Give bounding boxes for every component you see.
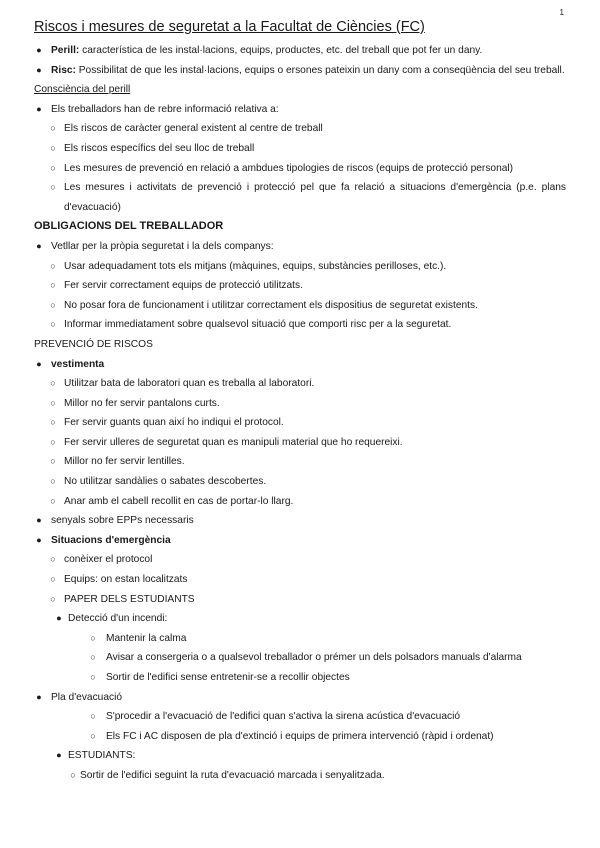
list-subitem (34, 394, 566, 414)
circle-bullet-icon (88, 648, 98, 668)
list-subitem-text: No utilitzar sandàlies o sabates descobertes. (64, 476, 267, 488)
list-item-text: Els treballadors han de rebre informació relativa a: (51, 103, 279, 115)
list-subitem (34, 609, 566, 629)
list-subitem (34, 374, 566, 394)
list-subitem-text: Equips: on estan localitzats (64, 574, 188, 586)
bullet-icon (34, 688, 44, 708)
list-subitem (34, 746, 566, 766)
list-subitem (34, 315, 566, 335)
bullet-icon (34, 355, 44, 375)
section-heading-obligacions: OBLIGACIONS DEL TREBALLADOR (34, 220, 224, 233)
circle-bullet-icon (48, 296, 58, 316)
circle-bullet-icon (48, 394, 58, 414)
bullet-icon (54, 609, 64, 629)
circle-bullet-icon (68, 766, 78, 786)
list-subitem-text: PAPER DELS ESTUDIANTS (64, 593, 195, 605)
circle-bullet-icon (48, 590, 58, 610)
list-item (34, 100, 566, 120)
bullet-icon (54, 746, 64, 766)
list-subitem-text: No posar fora de funcionament i utilitzar correctament els dispositius de seguretat existents. (64, 299, 478, 311)
list-subsubitem (34, 766, 566, 786)
list-subsubitem-text: Avisar a consergeria o a qualsevol treballador o prémer un dels polsadors manuals d'alarma (106, 652, 522, 664)
list-subitem-text: Fer servir ulleres de seguretat quan es manipuli material que ho requereixi. (64, 436, 403, 448)
list-subitem-text: conèixer el protocol (64, 554, 153, 566)
circle-bullet-icon (48, 139, 58, 159)
circle-bullet-icon (48, 452, 58, 472)
circle-bullet-icon (48, 257, 58, 277)
list-item (34, 237, 566, 257)
list-item-text: Pla d'evacuació (51, 691, 123, 703)
list-item (34, 355, 566, 375)
list-subitem (34, 296, 566, 316)
circle-bullet-icon (48, 374, 58, 394)
list-subsubitem-text: Mantenir la calma (106, 632, 187, 644)
list-subsubitem (34, 668, 566, 688)
circle-bullet-icon (48, 570, 58, 590)
term-label: Perill: (51, 45, 80, 56)
bullet-icon (34, 511, 44, 531)
circle-bullet-icon (48, 492, 58, 512)
circle-bullet-icon (88, 668, 98, 688)
definition-perill (34, 41, 566, 61)
list-subitem (34, 413, 566, 433)
term-label: Risc: (51, 64, 76, 76)
list-subsubitem (34, 707, 566, 727)
list-subitem (34, 550, 566, 570)
list-subitem-text: Usar adequadament tots els mitjans (màquines, equips, substàncies perilloses, etc.). (64, 260, 447, 272)
list-subitem-text: Les mesures i activitats de prevenció i protecció pel que fa relació a situacions d'emergència (p.e. plans d'evacuació) (64, 182, 566, 213)
definition-risc (34, 61, 566, 81)
list-item-text: Situacions d'emergència (51, 534, 171, 546)
list-subitem-text: ESTUDIANTS: (68, 750, 136, 762)
page-title: Riscos i mesures de seguretat a la Facultat de Ciències (FC) (34, 19, 425, 35)
circle-bullet-icon (48, 119, 58, 139)
bullet-icon (34, 61, 44, 81)
list-subitem-text: Els riscos específics del seu lloc de treball (64, 142, 255, 154)
list-item (34, 531, 566, 551)
page-number: 1 (559, 8, 564, 17)
list-subitem-text: Fer servir correctament equips de protecció utilitzats. (64, 280, 303, 292)
circle-bullet-icon (48, 159, 58, 179)
term-text: característica de les instal·lacions, equips, productes, etc. del treball que pot fer un dany. (79, 45, 483, 56)
list-subitem (34, 433, 566, 453)
term-text: Possibilitat de que les instal·lacions, equips o ersones pateixin un dany com a conseqüència del seu treball. (75, 64, 565, 76)
list-subsubitem (34, 648, 566, 668)
list-subitem (34, 472, 566, 492)
list-subitem (34, 257, 566, 277)
list-subsubitem-text: Sortir de l'edifici seguint la ruta d'evacuació marcada i senyalitzada. (80, 769, 385, 781)
list-subsubitem (34, 629, 566, 649)
list-item-text: senyals sobre EPPs necessaris (51, 515, 194, 527)
circle-bullet-icon (48, 550, 58, 570)
circle-bullet-icon (88, 707, 98, 727)
list-subitem (34, 590, 566, 610)
bullet-icon (34, 100, 44, 120)
list-subitem (34, 119, 566, 139)
bullet-icon (34, 41, 44, 61)
circle-bullet-icon (48, 315, 58, 335)
list-subitem-text: Les mesures de prevenció en relació a ambdues tipologies de riscos (equips de protecció personal) (64, 162, 514, 174)
circle-bullet-icon (88, 727, 98, 747)
list-subsubitem-text: Els FC i AC disposen de pla d'extinció i equips de primera intervenció (ràpid i ordenat) (106, 730, 494, 742)
bullet-icon (34, 531, 44, 551)
list-subitem (34, 452, 566, 472)
list-subitem (34, 492, 566, 512)
list-item-text: vestimenta (51, 358, 105, 370)
list-subitem (34, 139, 566, 159)
list-subitem-text: Millor no fer servir lentilles. (64, 456, 185, 468)
list-item (34, 688, 566, 708)
bullet-icon (34, 237, 44, 257)
circle-bullet-icon (48, 472, 58, 492)
list-subitem-text: Millor no fer servir pantalons curts. (64, 397, 220, 409)
list-subitem-text: Informar immediatament sobre qualsevol situació que comporti risc per a la seguretat. (64, 319, 452, 331)
list-subsubitem (34, 727, 566, 747)
list-subitem (34, 570, 566, 590)
list-subitem-text: Fer servir guants quan així ho indiqui el protocol. (64, 417, 284, 429)
list-item (34, 511, 566, 531)
circle-bullet-icon (48, 178, 58, 198)
list-subitem-text: Anar amb el cabell recollit en cas de portar-lo llarg. (64, 495, 294, 507)
section-heading-consciencia: Consciència del perill (34, 84, 131, 96)
list-subitem-text: Els riscos de caràcter general existent al centre de treball (64, 123, 323, 135)
list-subitem (34, 159, 566, 179)
list-subsubitem-text: S'procedir a l'evacuació de l'edifici quan s'activa la sirena acústica d'evacuació (106, 711, 461, 723)
document-body (34, 18, 566, 786)
list-subitem (34, 276, 566, 296)
circle-bullet-icon (48, 413, 58, 433)
circle-bullet-icon (48, 433, 58, 453)
list-subitem (34, 178, 566, 217)
list-subsubitem-text: Sortir de l'edifici sense entretenir-se a recollir objectes (106, 672, 350, 683)
circle-bullet-icon (48, 276, 58, 296)
section-heading-prevencio: PREVENCIÓ DE RISCOS (34, 338, 153, 350)
circle-bullet-icon (88, 629, 98, 649)
list-item-text: Vetllar per la pròpia seguretat i la dels companys: (51, 240, 274, 252)
list-subitem-text: Utilitzar bata de laboratori quan es treballa al laboratori. (64, 378, 315, 390)
list-subitem-text: Detecció d'un incendi: (68, 613, 168, 625)
